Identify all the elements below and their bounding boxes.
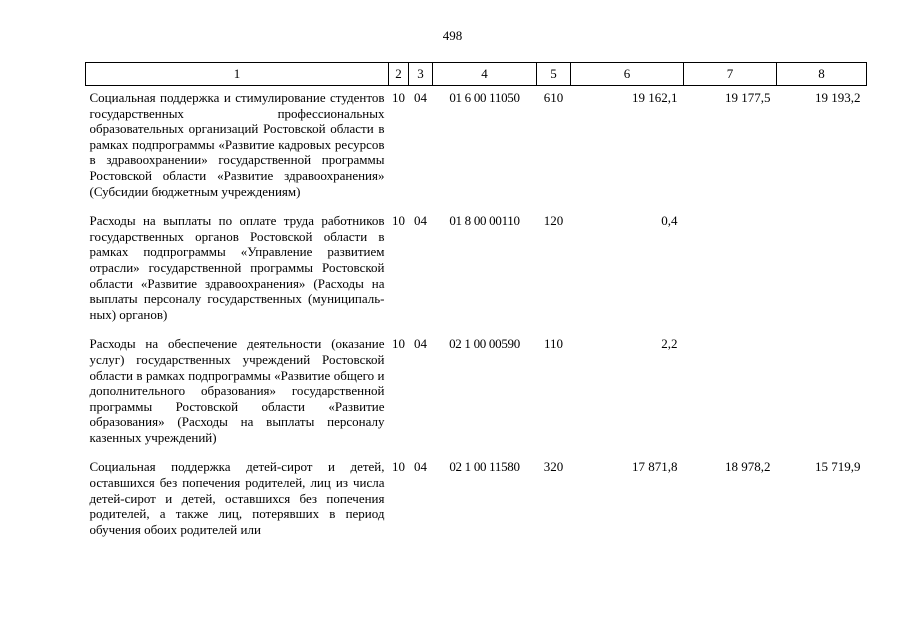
amount-col-7: 19 177,5 <box>725 90 771 105</box>
subsection-code: 04 <box>414 90 427 105</box>
subsection-code: 04 <box>414 213 427 229</box>
subsection-code: 04 <box>414 336 427 352</box>
section-code: 10 <box>392 459 405 475</box>
amount-col-7 <box>684 209 777 332</box>
table-row <box>86 455 867 547</box>
section-code: 10 <box>392 90 405 105</box>
table-row <box>86 209 867 332</box>
column-header: 1 <box>86 63 389 86</box>
amount-col-7 <box>684 332 777 455</box>
target-article-code: 02 1 00 11580 <box>449 459 520 475</box>
expense-name: Расходы на обеспечение деятельности (оказание услуг) государственных учреждений Ростовской области в рамках подпрограммы «Развитие общего и дополнительного образования» государственной программы Ростовской области «Развитие образования» (Расходы на выплаты персоналу казенных учреждений) <box>89 336 385 445</box>
target-article-code: 01 6 00 11050 <box>449 90 520 105</box>
section-code: 10 <box>392 213 405 229</box>
table-row <box>86 86 867 210</box>
table-row <box>86 332 867 455</box>
budget-table <box>85 62 867 547</box>
expense-type-code: 610 <box>543 90 564 105</box>
target-article-code: 01 8 00 00110 <box>449 213 520 229</box>
expense-type-code: 120 <box>543 213 564 229</box>
amount-col-8 <box>777 209 867 332</box>
target-article-code: 02 1 00 00590 <box>449 336 520 352</box>
header-row <box>86 63 867 86</box>
expense-name: Социальная поддержка и стимулирование студентов государственных профессиональных образовательных организаций Ростовской области в рамках подпрограммы «Развитие кадровых ресурсов в здравоохранении» государственной программы Ростовской области «Развитие здравоохранения» (Субсидии бюджетным учреждениям) <box>89 90 385 199</box>
amount-col-7: 18 978,2 <box>725 459 771 475</box>
column-header: 8 <box>777 63 867 86</box>
column-header: 7 <box>684 63 777 86</box>
section-code: 10 <box>392 336 405 352</box>
column-header: 4 <box>433 63 537 86</box>
amount-col-8 <box>777 332 867 455</box>
expense-name: Социальная поддержка детей-сирот и детей, оставшихся без попечения родителей, лиц из числа детей-сирот и детей, оставшихся без попечения родителей, а также лиц, потерявших в период обучения обоих родителей или <box>89 459 385 537</box>
page-number: 498 <box>442 28 463 43</box>
column-header: 5 <box>537 63 571 86</box>
amount-col-6: 19 162,1 <box>632 90 678 105</box>
amount-col-6: 0,4 <box>661 213 678 229</box>
expense-name: Расходы на выплаты по оплате труда работников государственных органов Ростовской области в рамках подпрограммы «Управление развитием отрасли» государственной программы Ростовской области «Развитие здравоохранения» (Расходы на выплаты персоналу государственных (муниципальных) органов) <box>89 213 385 322</box>
expense-type-code: 320 <box>543 459 564 475</box>
amount-col-8: 15 719,9 <box>815 459 861 475</box>
amount-col-6: 2,2 <box>661 336 678 352</box>
expense-type-code: 110 <box>543 336 564 352</box>
column-header: 2 <box>389 63 409 86</box>
amount-col-6: 17 871,8 <box>632 459 678 475</box>
subsection-code: 04 <box>414 459 427 475</box>
column-header: 6 <box>571 63 684 86</box>
column-header: 3 <box>409 63 433 86</box>
amount-col-8: 19 193,2 <box>815 90 861 105</box>
